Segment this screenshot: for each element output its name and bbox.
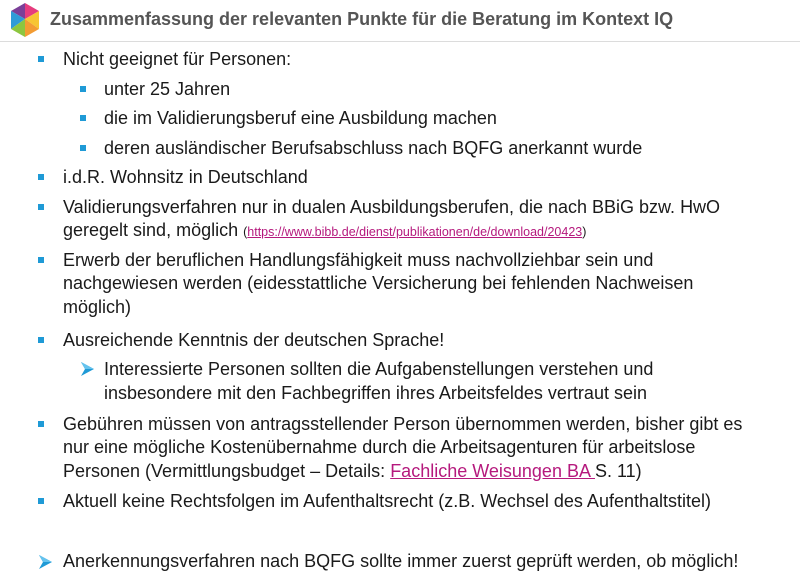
subitem-ausbildung: die im Validierungsberuf eine Ausbildung machen: [104, 108, 497, 128]
bullet-square-icon: [80, 86, 86, 92]
item-rechtsfolgen: Aktuell keine Rechtsfolgen im Aufenthaltsrecht (z.B. Wechsel des Aufenthaltstitel): [63, 491, 711, 511]
gebuehren-text-post: S. 11): [594, 461, 642, 481]
bullet-square-icon: [38, 421, 44, 427]
fachliche-weisungen-link[interactable]: Fachliche Weisungen BA: [390, 461, 595, 481]
subitem-bqfg: deren ausländischer Berufsabschluss nach BQFG anerkannt wurde: [104, 138, 643, 158]
sprache-sub-line1: Interessierte Personen sollten die Aufgabenstellungen verstehen und: [104, 359, 654, 379]
item-erwerb-line2: nachgewiesen werden (eidesstattliche Versicherung bei fehlenden Nachweisen: [63, 273, 694, 293]
iq-logo-icon: [6, 2, 44, 38]
item-validierung-line2: [63, 219, 586, 244]
bullet-square-icon: [38, 174, 44, 180]
bullet-square-icon: [38, 204, 44, 210]
page-title: Zusammenfassung der relevanten Punkte für die Beratung im Kontext IQ: [50, 9, 674, 29]
slide-header: [0, 0, 800, 42]
item-validierung-line1: Validierungsverfahren nur in dualen Ausbildungsberufen, die nach BBiG bzw. HwO: [63, 197, 721, 217]
header-divider: [0, 41, 800, 42]
item-gebuehren-line2: nur eine mögliche Kostenübernahme durch die Arbeitsagenturen für arbeitslose: [63, 437, 696, 457]
validierung-text: geregelt sind, möglich: [63, 220, 244, 240]
item-anerkennung: Anerkennungsverfahren nach BQFG sollte immer zuerst geprüft werden, ob möglich!: [63, 551, 739, 571]
bullet-square-icon: [38, 337, 44, 343]
bullet-square-icon: [38, 56, 44, 62]
bullet-square-icon: [80, 115, 86, 121]
item-nicht-geeignet: Nicht geeignet für Personen:: [63, 49, 292, 69]
item-erwerb-line3: möglich): [63, 297, 132, 317]
bibb-link[interactable]: https://www.bibb.de/dienst/publikationen/de/download/20423: [247, 225, 583, 239]
item-gebuehren-line3: [63, 460, 642, 483]
sprache-sub-line2: insbesondere mit den Fachbegriffen ihres Arbeitsfeldes vertraut sein: [104, 383, 647, 403]
subitem-alter: unter 25 Jahren: [104, 79, 231, 99]
paren-close: ): [582, 225, 587, 239]
bullet-square-icon: [80, 145, 86, 151]
arrow-bullet-icon: [37, 554, 53, 570]
bullet-square-icon: [38, 498, 44, 504]
item-erwerb-line1: Erwerb der beruflichen Handlungsfähigkeit muss nachvollziehbar sein und: [63, 250, 654, 270]
item-gebuehren-line1: Gebühren müssen von antragsstellender Person übernommen werden, bisher gibt es: [63, 414, 743, 434]
item-sprache: Ausreichende Kenntnis der deutschen Sprache!: [63, 330, 445, 350]
bullet-square-icon: [38, 257, 44, 263]
paren-open: (: [243, 225, 248, 239]
item-wohnsitz: i.d.R. Wohnsitz in Deutschland: [63, 167, 308, 187]
gebuehren-text-pre: Personen (Vermittlungsbudget – Details:: [63, 461, 391, 481]
arrow-bullet-icon: [79, 361, 95, 377]
